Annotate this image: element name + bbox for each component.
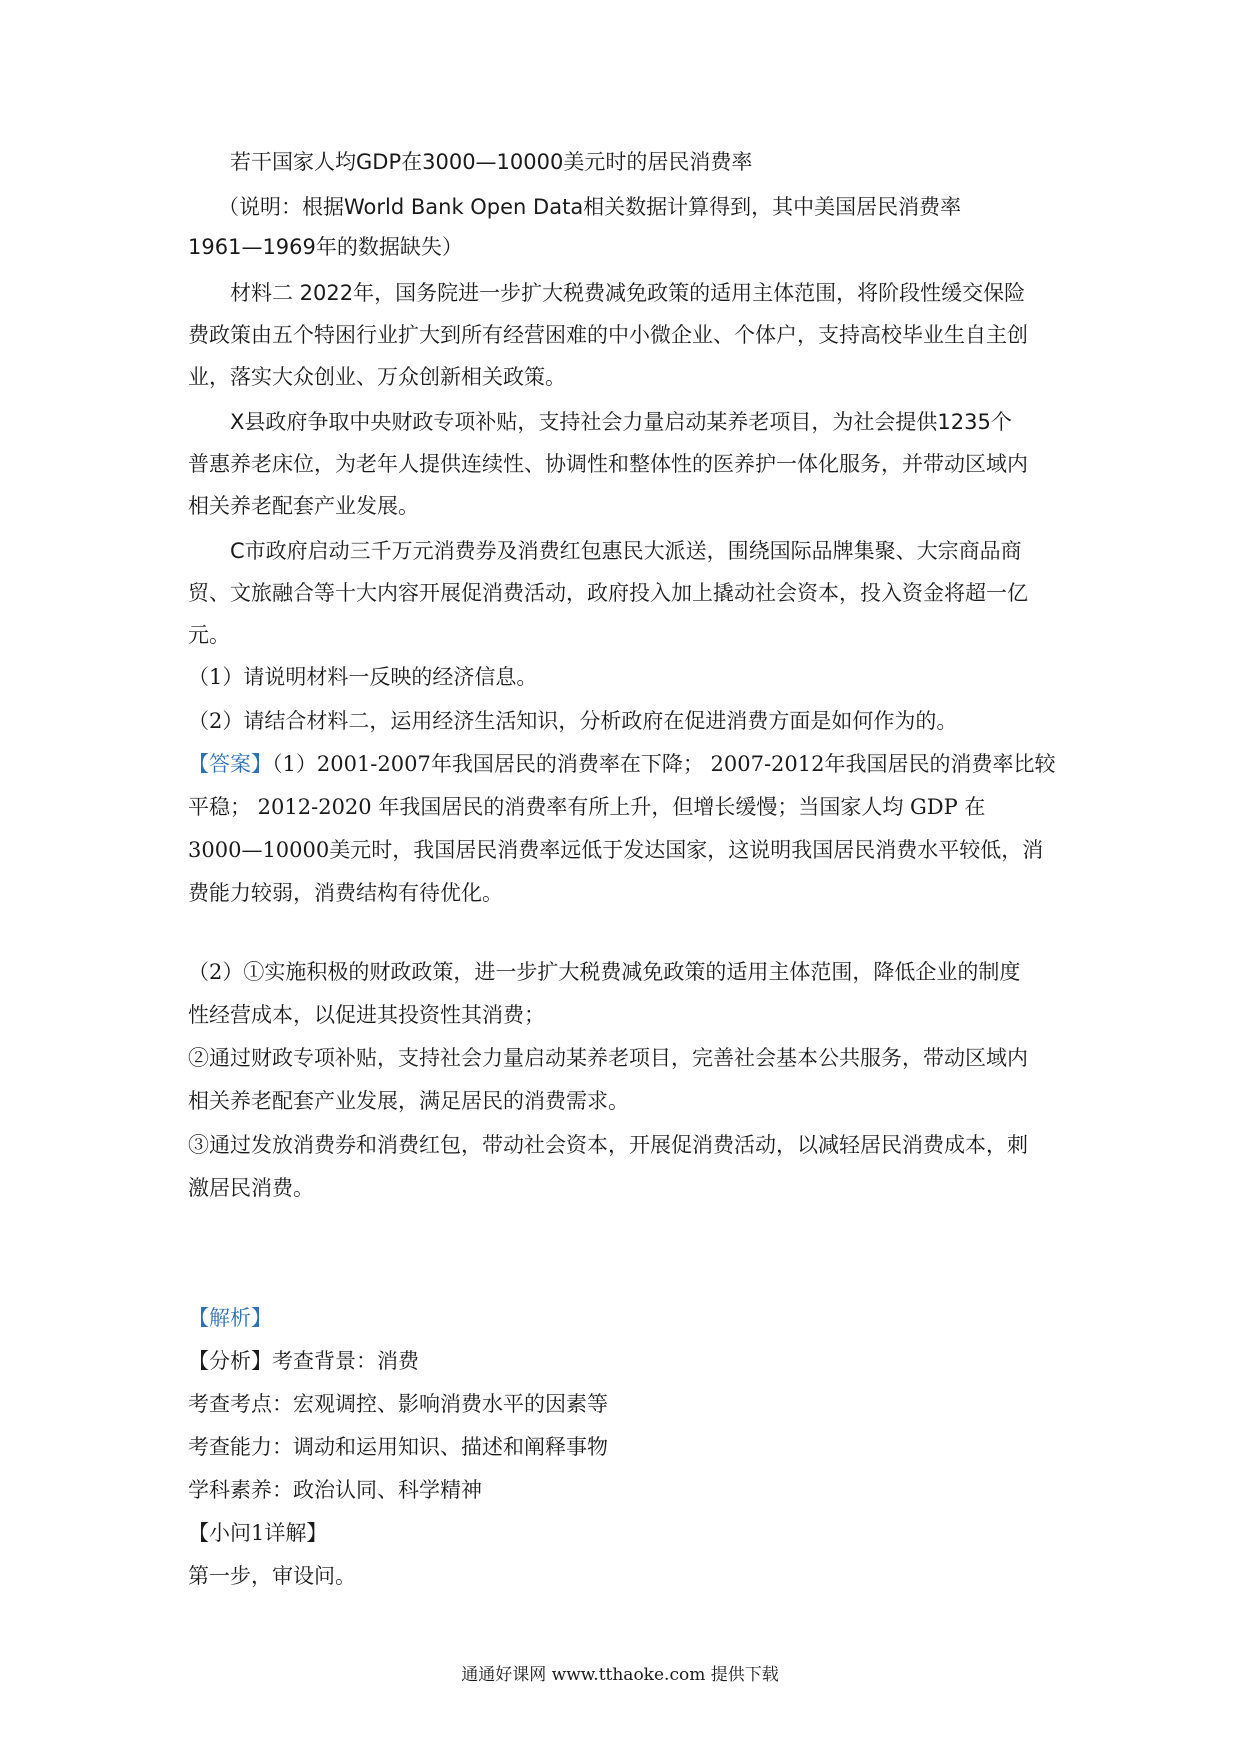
material2-p3-line2: 贸、文旅融合等十大内容开展促消费活动，政府投入加上撬动社会资本，投入资金将超一亿 — [188, 581, 1028, 605]
material2-p1-line1: 材料二 2022年，国务院进一步扩大税费减免政策的适用主体范围，将阶段性缓交保险 — [230, 281, 1026, 305]
chart-note-line2: 1961—1969年的数据缺失） — [188, 235, 463, 259]
answer-1-line4: 费能力较弱，消费结构有待优化。 — [188, 881, 503, 905]
material2-p1-line2: 费政策由五个特困行业扩大到所有经营困难的中小微企业、个体户，支持高校毕业生自主创 — [188, 323, 1028, 347]
chart-note-line1: （说明：根据World Bank Open Data相关数据计算得到，其中美国居民消费率 — [218, 195, 962, 219]
material2-p3-line1: C市政府启动三千万元消费券及消费红包惠民大派送，围绕国际品牌集聚、大宗商品商 — [230, 539, 1022, 563]
answer-1-text-line1: （1）2001-2007年我国居民的消费率在下降； 2007-2012年我国居民的消费率比较 — [272, 752, 1056, 776]
material2-p3-line3: 元。 — [188, 623, 230, 647]
analysis-points: 考查考点：宏观调控、影响消费水平的因素等 — [188, 1392, 608, 1416]
material2-p1-line3: 业，落实大众创业、万众创新相关政策。 — [188, 365, 566, 389]
question-1: （1）请说明材料一反映的经济信息。 — [188, 665, 538, 689]
answer-2-line6: 激居民消费。 — [188, 1176, 314, 1200]
material2-p2-line2: 普惠养老床位，为老年人提供连续性、协调性和整体性的医养护一体化服务，并带动区域内 — [188, 452, 1028, 476]
answer-label: 【答案】 — [188, 752, 272, 776]
material2-p2-line1: X县政府争取中央财政专项补贴，支持社会力量启动某养老项目，为社会提供1235个 — [230, 410, 1012, 434]
page-footer: 通通好课网 www.tthaoke.com 提供下载 — [461, 1665, 779, 1685]
sub-question-1-heading: 【小问1详解】 — [188, 1521, 328, 1545]
analysis-ability: 考查能力：调动和运用知识、描述和阐释事物 — [188, 1435, 608, 1459]
answer-line1 — [188, 749, 1056, 779]
answer-2-line2: 性经营成本，以促进其投资性其消费； — [188, 1003, 545, 1027]
answer-1-line3: 3000—10000美元时，我国居民消费率远低于发达国家，这说明我国居民消费水平较低，消 — [188, 838, 1044, 862]
question-2: （2）请结合材料二，运用经济生活知识，分析政府在促进消费方面是如何作为的。 — [188, 709, 958, 733]
answer-2-line4: 相关养老配套产业发展，满足居民的消费需求。 — [188, 1089, 629, 1113]
answer-2-line5: ③通过发放消费券和消费红包，带动社会资本，开展促消费活动，以减轻居民消费成本，刺 — [188, 1133, 1028, 1157]
analysis-label: 【解析】 — [188, 1306, 272, 1330]
answer-1-line2: 平稳； 2012-2020 年我国居民的消费率有所上升，但增长缓慢；当国家人均 GDP 在 — [188, 795, 986, 819]
material2-p2-line3: 相关养老配套产业发展。 — [188, 494, 419, 518]
analysis-literacy: 学科素养：政治认同、科学精神 — [188, 1478, 482, 1502]
chart-caption: 若干国家人均GDP在3000—10000美元时的居民消费率 — [230, 150, 753, 174]
answer-2-line3: ②通过财政专项补贴，支持社会力量启动某养老项目，完善社会基本公共服务，带动区域内 — [188, 1046, 1028, 1070]
step-1: 第一步，审设问。 — [188, 1564, 356, 1588]
analysis-background: 【分析】考查背景：消费 — [188, 1349, 419, 1373]
answer-2-line1: （2）①实施积极的财政政策，进一步扩大税费减免政策的适用主体范围，降低企业的制度 — [188, 960, 1021, 984]
